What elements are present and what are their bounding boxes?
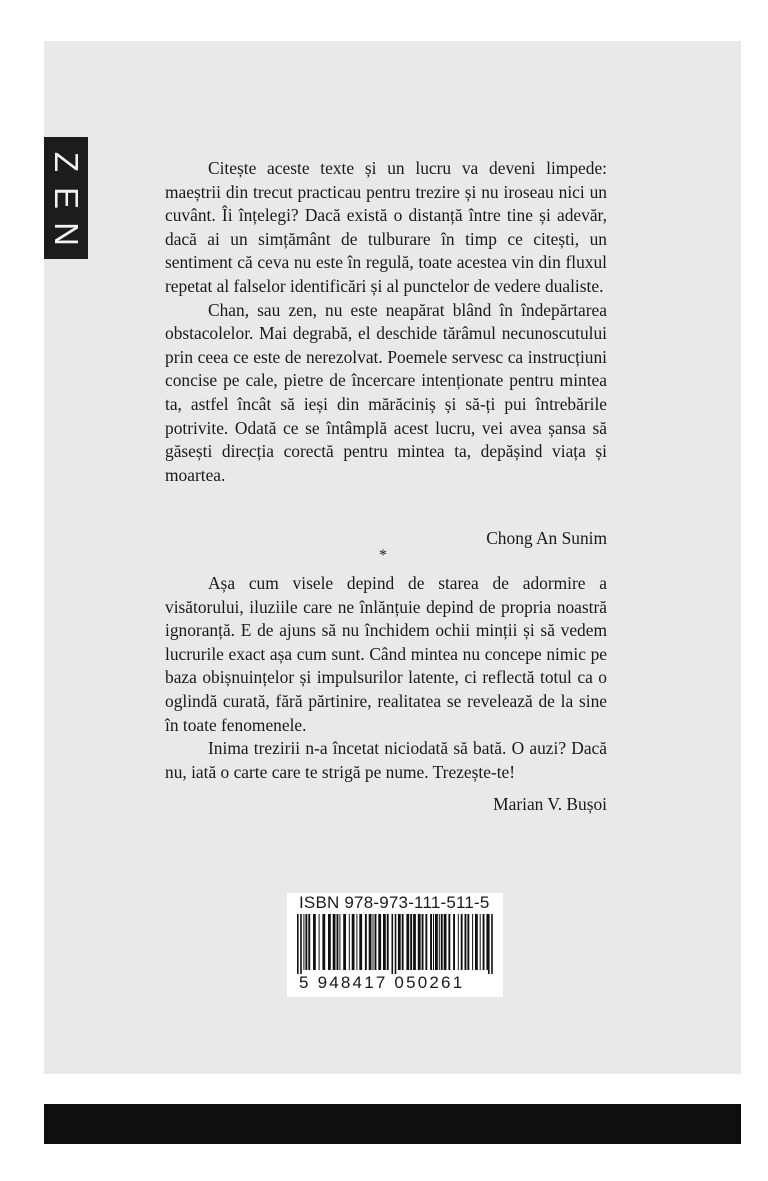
barcode-bar [472,914,473,970]
blurb-paragraph: Așa cum visele depind de starea de adormire a visătorului, iluziile care ne înlănțuie depind de propria noastră ignoranță. E de ajuns să nu închidem ochii minții și să vedem lucrurile exact așa cum sunt. Când mintea nu concepe nimic pe baza obișnuințelor și impulsurilor latente, ci reflectă totul ca o oglindă curată, fără părtinire, realitatea se revelează de la sine în toate fenomenele. [165,573,607,735]
signature-marian-busoi: Marian V. Bușoi [493,794,607,814]
barcode-bar [383,914,386,970]
barcode-bar [392,914,394,974]
barcode-bar [378,914,381,970]
barcode-bar [422,914,424,970]
barcode-icon [295,914,495,974]
barcode-bar [410,914,412,970]
blurb-paragraph: Inima trezirii n-a încetat niciodată să bată. O auzi? Dacă nu, iată o carte care te strigă pe nume. Trezește-te! [165,738,607,782]
section-separator: * [379,547,387,564]
barcode-bar [458,914,459,970]
blurb-section-2 [165,572,607,784]
barcode-bar [448,914,450,970]
barcode-bar [308,914,310,970]
barcode-bar [322,914,325,970]
barcode-bar [491,914,493,974]
barcode-bar [328,914,331,970]
barcode-bar [387,914,389,970]
barcode-bar [406,914,409,970]
barcode-bar [465,914,467,970]
barcode-bar [373,914,374,970]
barcode-bar [441,914,443,970]
barcode-bar [319,914,320,970]
blurb-paragraph: Chan, sau zen, nu este neapărat blând în îndepărtarea obstacolelor. Mai degrabă, el deschide tărâmul necunoscutului prin ceea ce este de nerezolvat. Poemele servesc ca instrucțiuni concise pe cale, pietre de încercare intenționate pentru mintea ta, astfel încât să ieși din mărăciniș și să-ți pui întrebările potrivite. Odată ce se întâmplă acest lucru, vei avea șansa să găsești direcția corectă pentru mintea ta, depășind viața și moartea. [165,299,607,485]
barcode-bar [480,914,481,970]
signature-chong-an-sunim: Chong An Sunim [486,528,607,548]
isbn-label: ISBN 978-973-111-511-5 [299,893,490,912]
zen-letter-n: N [48,222,85,246]
blurb-section-1 [165,157,607,487]
bottom-bar [44,1104,741,1144]
barcode-bar [475,914,478,970]
barcode-bar [343,914,346,970]
barcode-bar [435,914,438,970]
barcode-bar [305,914,307,970]
barcode-bar [359,914,362,970]
blurb-paragraph: Citește aceste texte și un lucru va deveni limpede: maeștrii din trecut practicau pentru trezire și nu iroseau nici un cuvânt. Îi înțelegi? Dacă există o distanță între tine și adevăr, dacă ai un simțământ de tulburare în timp ce citești, un sentiment că ceva nu este în regulă, toate acestea vin din fluxul repetat al falselor identificări și al punctelor de vedere dualiste. [165,158,607,296]
barcode-bar [488,914,490,974]
barcode-bar [356,914,357,970]
barcode-digits: 5 948417 050261 [299,973,465,992]
barcode-bar [333,914,336,970]
isbn-barcode-box [287,893,503,997]
barcode-bar [313,914,316,970]
barcode-bar [425,914,427,970]
barcode-bar [453,914,455,970]
zen-letter-z: Z [48,151,85,173]
barcode-bar [369,914,372,970]
zen-letter-e: E [48,186,85,209]
barcode-bar [433,914,434,970]
barcode-bar [352,914,355,970]
barcode-bar [398,914,401,970]
barcode-bar [339,914,340,970]
barcode-bar [439,914,440,970]
barcode-bar [430,914,432,970]
barcode-bar [483,914,485,970]
zen-series-tab [44,137,88,259]
barcode-bar [375,914,377,970]
barcode-bar [444,914,447,970]
barcode-bar [300,914,302,974]
barcode-bar [297,914,299,974]
barcode-bar [337,914,339,970]
barcode-bar [413,914,416,970]
barcode-bar [402,914,404,970]
barcode-bar [461,914,463,970]
barcode-bar [395,914,397,974]
barcode-bar [349,914,350,970]
barcode-bar [418,914,421,970]
barcode-bar [467,914,469,970]
barcode-bar [365,914,367,970]
barcode-bar [303,914,304,970]
